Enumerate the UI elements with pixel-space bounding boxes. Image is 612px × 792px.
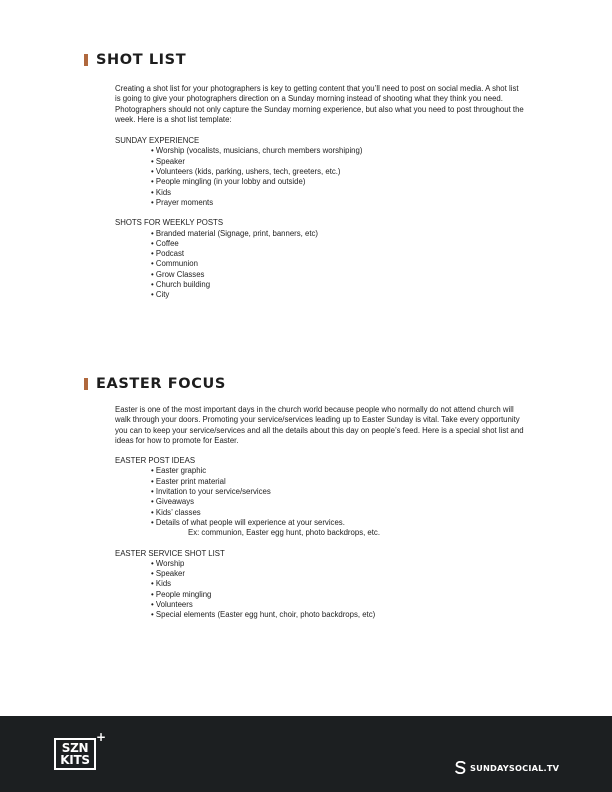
list-item: • Kids (151, 579, 525, 589)
section-title-easter-focus: EASTER FOCUS (96, 376, 226, 392)
list-item: • Speaker (151, 157, 525, 167)
easter-post-ideas-list (115, 466, 525, 528)
easter-post-ideas-heading: EASTER POST IDEAS (115, 456, 196, 466)
list-item: • Volunteers (151, 600, 525, 610)
accent-bar (84, 378, 88, 390)
list-item: • Church building (151, 280, 525, 290)
list-item: • Prayer moments (151, 198, 525, 208)
easter-intro: Easter is one of the most important days in the church world because people who normally do not attend church will walk through your doors. Promoting your service/services leading up to Easter Sunday is vital. Take every opportunity you can to keep your service/services and all the details about this day on people’s feed. Here is a special shot list and ideas for how to promote for Easter. (115, 405, 524, 445)
szn-kits-logo (54, 738, 96, 770)
easter-focus-header (84, 376, 226, 392)
logo-plus-icon: + (96, 730, 107, 744)
weekly-posts-heading: SHOTS FOR WEEKLY POSTS (115, 218, 224, 228)
shot-list-intro: Creating a shot list for your photographers is key to getting content that you’ll need to post on social media. A shot list is going to give your photographers direction on a Sunday morning instead of shooting what they think you need. Photographers should not only capture the Sunday morning experience, but also what you need to post throughout the week. Here is a shot list template: (115, 84, 524, 124)
weekly-posts-list (115, 229, 525, 301)
sunday-experience-heading: SUNDAY EXPERIENCE (115, 136, 200, 146)
shot-list-section (115, 84, 525, 301)
list-item: • Grow Classes (151, 270, 525, 280)
list-item: • Volunteers (kids, parking, ushers, tech, greeters, etc.) (151, 167, 525, 177)
list-item: • Invitation to your service/services (151, 487, 525, 497)
list-item: • People mingling (in your lobby and outside) (151, 177, 525, 187)
list-item: • Worship (151, 559, 525, 569)
sunday-experience-list (115, 146, 525, 208)
list-item: • Worship (vocalists, musicians, church members worshiping) (151, 146, 525, 156)
list-item: • City (151, 290, 525, 300)
logo-line-2: KITS (60, 753, 90, 767)
list-item: • Details of what people will experience at your services. (151, 518, 525, 528)
footer (0, 716, 612, 792)
list-item: • People mingling (151, 590, 525, 600)
easter-service-list (115, 559, 525, 621)
list-item: • Easter graphic (151, 466, 525, 476)
easter-focus-section (115, 405, 525, 621)
list-item: • Giveaways (151, 497, 525, 507)
logo-line-1: SZN (61, 741, 89, 755)
sunday-social-brand (455, 761, 559, 774)
list-item: • Branded material (Signage, print, banners, etc) (151, 229, 525, 239)
accent-bar (84, 54, 88, 66)
easter-post-ideas-note: Ex: communion, Easter egg hunt, photo backdrops, etc. (188, 528, 380, 538)
list-item: • Easter print material (151, 477, 525, 487)
list-item: • Kids’ classes (151, 508, 525, 518)
list-item: • Communion (151, 259, 525, 269)
section-title-shot-list: SHOT LIST (96, 52, 187, 68)
brand-name: SUNDAYSOCIAL.TV (470, 762, 560, 773)
list-item: • Speaker (151, 569, 525, 579)
list-item: • Podcast (151, 249, 525, 259)
shot-list-header (84, 52, 186, 68)
sunday-social-s-icon (455, 761, 466, 774)
list-item: • Kids (151, 188, 525, 198)
easter-service-heading: EASTER SERVICE SHOT LIST (115, 548, 225, 558)
list-item: • Coffee (151, 239, 525, 249)
list-item: • Special elements (Easter egg hunt, choir, photo backdrops, etc) (151, 610, 525, 620)
